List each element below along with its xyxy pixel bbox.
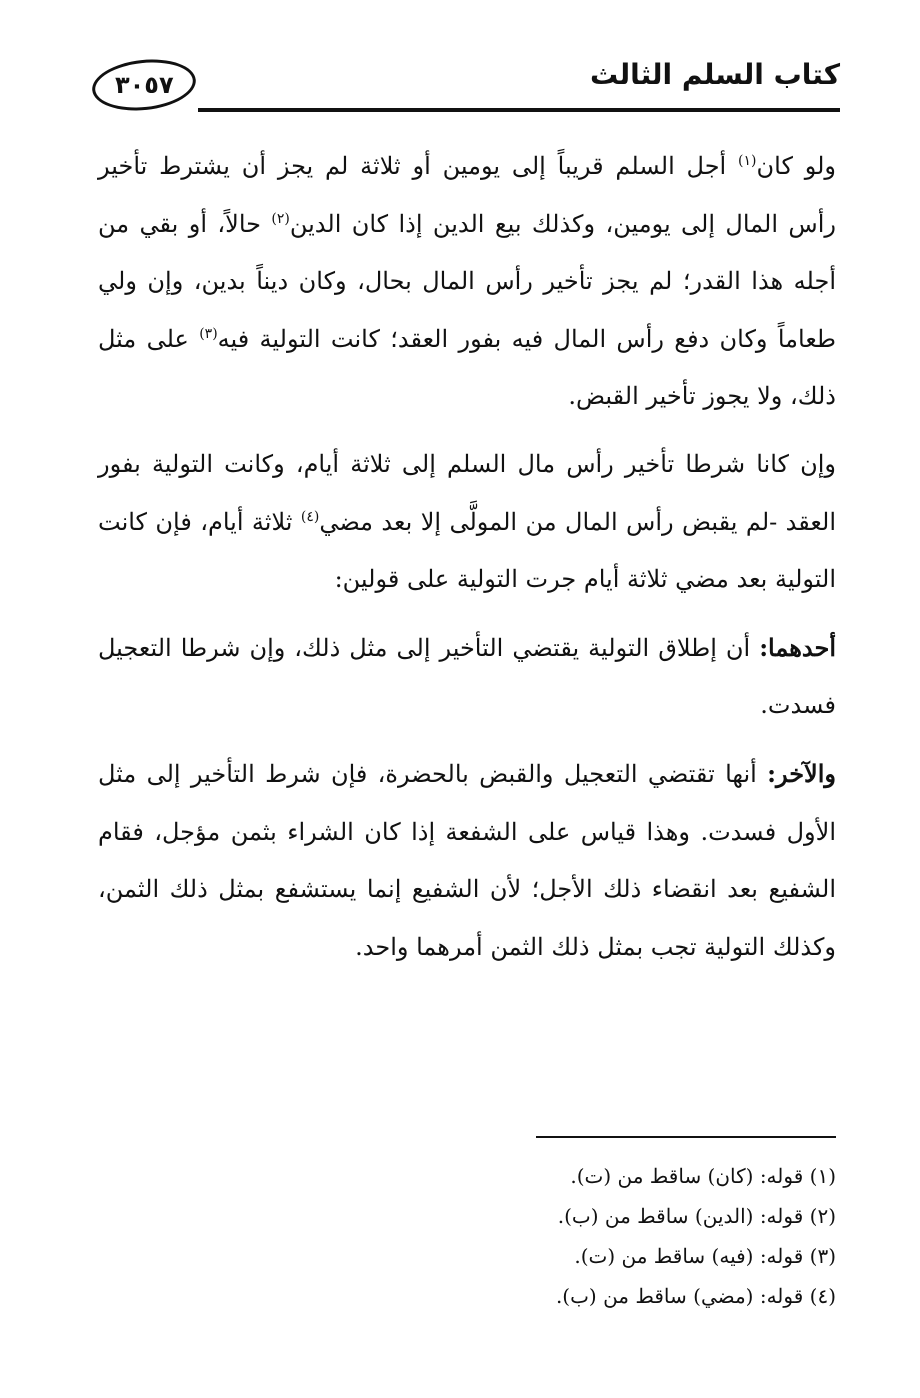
text-segment: أنها تقتضي التعجيل والقبض بالحضرة، فإن شرط التأخير إلى مثل الأول فسدت. وهذا قياس على الشفعة إذا كان الشراء بثمن مؤجل، فقام الشفيع بعد انقضاء ذلك الأجل؛ لأن الشفيع إنما يستشفع بمثل ذلك الثمن، وكذلك التولية تجب بمثل ذلك الثمن أمرهما واحد. [98,759,836,961]
footnotes [300,1156,836,1316]
main-text [98,138,836,976]
text-segment: حالاً، أو بقي من أجله هذا القدر؛ لم يجز تأخير رأس المال بحال، وكان ديناً بدين، وإن ولي طعاماً وكان دفع رأس المال فيه بفور العقد؛ كانت التولية فيه [98,209,836,353]
footnote-3: (٣) قوله: (فيه) ساقط من (ت). [574,1244,836,1268]
footnote-ref-1[interactable]: (١) [738,153,757,169]
paragraph-1 [98,138,836,426]
text-segment: أن إطلاق التولية يقتضي التأخير إلى مثل ذلك، وإن شرطا التعجيل فسدت. [98,633,836,720]
footnote-separator [536,1136,836,1138]
footnote-ref-2[interactable]: (٢) [271,210,290,227]
footnote-1: (١) قوله: (كان) ساقط من (ت). [570,1164,836,1188]
text-segment: ولو كان [756,152,836,180]
text-segment: ثلاثة أيام، فإن كانت التولية بعد مضي ثلاثة أيام جرت التولية على قولين: [98,507,836,594]
running-title: كتاب السلم الثالث [589,58,840,91]
footnote-ref-3[interactable]: (٣) [199,325,218,342]
paragraph-2 [98,436,836,609]
footnote-ref-4[interactable]: (٤) [300,508,320,525]
paragraph-lead: أحدهما: [759,632,836,662]
paragraph-3 [98,619,836,735]
page-header [88,48,840,118]
text-segment: على مثل ذلك، ولا يجوز تأخير القبض. [98,324,836,411]
page-number-frame [90,55,199,116]
text-segment: أجل السلم قريباً إلى يومين أو ثلاثة لم يجز أن يشترط تأخير رأس المال إلى يومين، وكذلك بيع الدين إذا كان الدين [98,152,836,238]
footnote-4: (٤) قوله: (مضي) ساقط من (ب). [555,1284,836,1308]
paragraph-4 [98,745,836,976]
paragraph-lead: والآخر: [767,758,836,788]
footnote-2: (٢) قوله: (الدين) ساقط من (ب). [557,1204,836,1228]
page-number: ٣٠٥٧ [114,71,174,99]
header-rule [198,108,840,112]
text-segment: وإن كانا شرطا تأخير رأس مال السلم إلى ثلاثة أيام، وكانت التولية بفور العقد -لم يقبض رأس المال من المولَّى إلا بعد مضي [98,449,836,536]
